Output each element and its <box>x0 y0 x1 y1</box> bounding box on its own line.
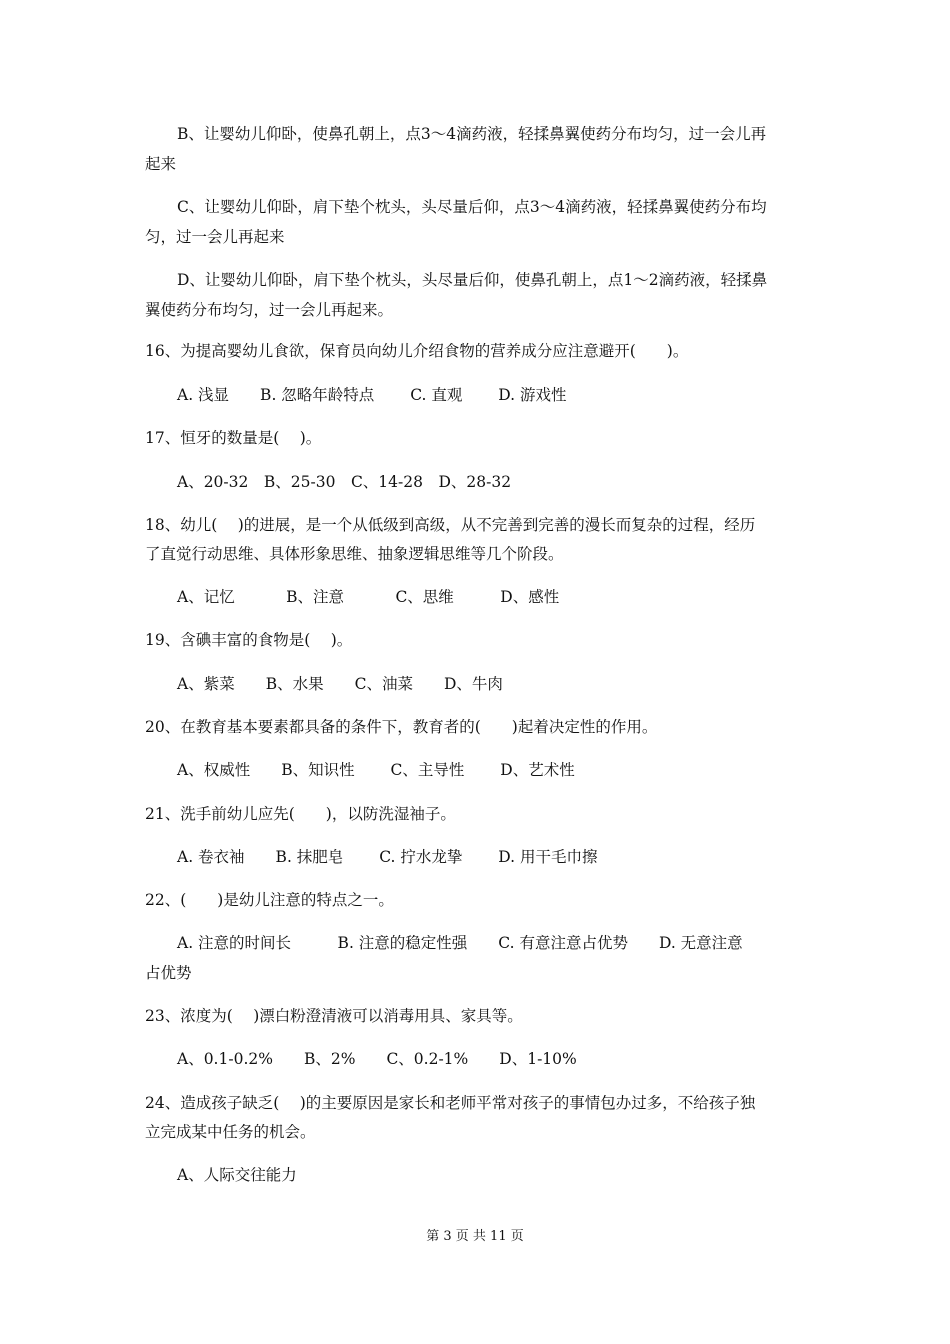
question-17: 17、恒牙的数量是( )。 <box>145 429 322 447</box>
question-18-line2: 了直觉行动思维、具体形象思维、抽象逻辑思维等几个阶段。 <box>145 545 564 563</box>
option-24a: A、人际交往能力 <box>177 1166 297 1184</box>
page-footer: 第 3 页 共 11 页 <box>426 1229 524 1244</box>
option-15b-line2: 起来 <box>145 155 177 173</box>
question-23: 23、浓度为( )漂白粉澄清液可以消毒用具、家具等。 <box>145 1007 523 1025</box>
question-19: 19、含碘丰富的食物是( )。 <box>145 631 353 649</box>
options-16: A. 浅显 B. 忽略年龄特点 C. 直观 D. 游戏性 <box>177 386 567 404</box>
question-24-line2: 立完成某中任务的机会。 <box>145 1123 316 1141</box>
option-15c-line1: C、让婴幼儿仰卧，肩下垫个枕头，头尽量后仰，点3～4滴药液，轻揉鼻翼使药分布均 <box>177 198 767 216</box>
option-15d-line1: D、让婴幼儿仰卧，肩下垫个枕头，头尽量后仰，使鼻孔朝上，点1～2滴药液，轻揉鼻 <box>177 271 768 289</box>
question-21: 21、洗手前幼儿应先( )，以防洗湿袖子。 <box>145 805 456 823</box>
question-16: 16、为提高婴幼儿食欲，保育员向幼儿介绍食物的营养成分应注意避开( )。 <box>145 342 689 360</box>
question-20: 20、在教育基本要素都具备的条件下，教育者的( )起着决定性的作用。 <box>145 718 658 736</box>
options-22-line2: 占优势 <box>145 964 192 982</box>
option-15c-line2: 匀，过一会儿再起来 <box>145 228 285 246</box>
options-23: A、0.1-0.2% B、2% C、0.2-1% D、1-10% <box>177 1050 577 1068</box>
question-24-line1: 24、造成孩子缺乏( )的主要原因是家长和老师平常对孩子的事情包办过多，不给孩子独 <box>145 1094 756 1112</box>
options-19: A、紫菜 B、水果 C、油菜 D、牛肉 <box>177 675 503 693</box>
options-18: A、记忆 B、注意 C、思维 D、感性 <box>177 588 560 606</box>
options-21: A. 卷衣袖 B. 抹肥皂 C. 拧水龙挚 D. 用干毛巾擦 <box>177 848 598 866</box>
options-17: A、20-32 B、25-30 C、14-28 D、28-32 <box>177 473 512 491</box>
option-15d-line2: 翼使药分布均匀，过一会儿再起来。 <box>145 301 394 319</box>
option-15b-line1: B、让婴幼儿仰卧，使鼻孔朝上，点3～4滴药液，轻揉鼻翼使药分布均匀，过一会儿再 <box>177 125 767 143</box>
question-22: 22、( )是幼儿注意的特点之一。 <box>145 891 394 909</box>
question-18-line1: 18、幼儿( )的进展，是一个从低级到高级，从不完善到完善的漫长而复杂的过程，经历 <box>145 516 756 534</box>
options-22-line1: A. 注意的时间长 B. 注意的稳定性强 C. 有意注意占优势 D. 无意注意 <box>177 934 743 952</box>
options-20: A、权威性 B、知识性 C、主导性 D、艺术性 <box>177 761 575 779</box>
